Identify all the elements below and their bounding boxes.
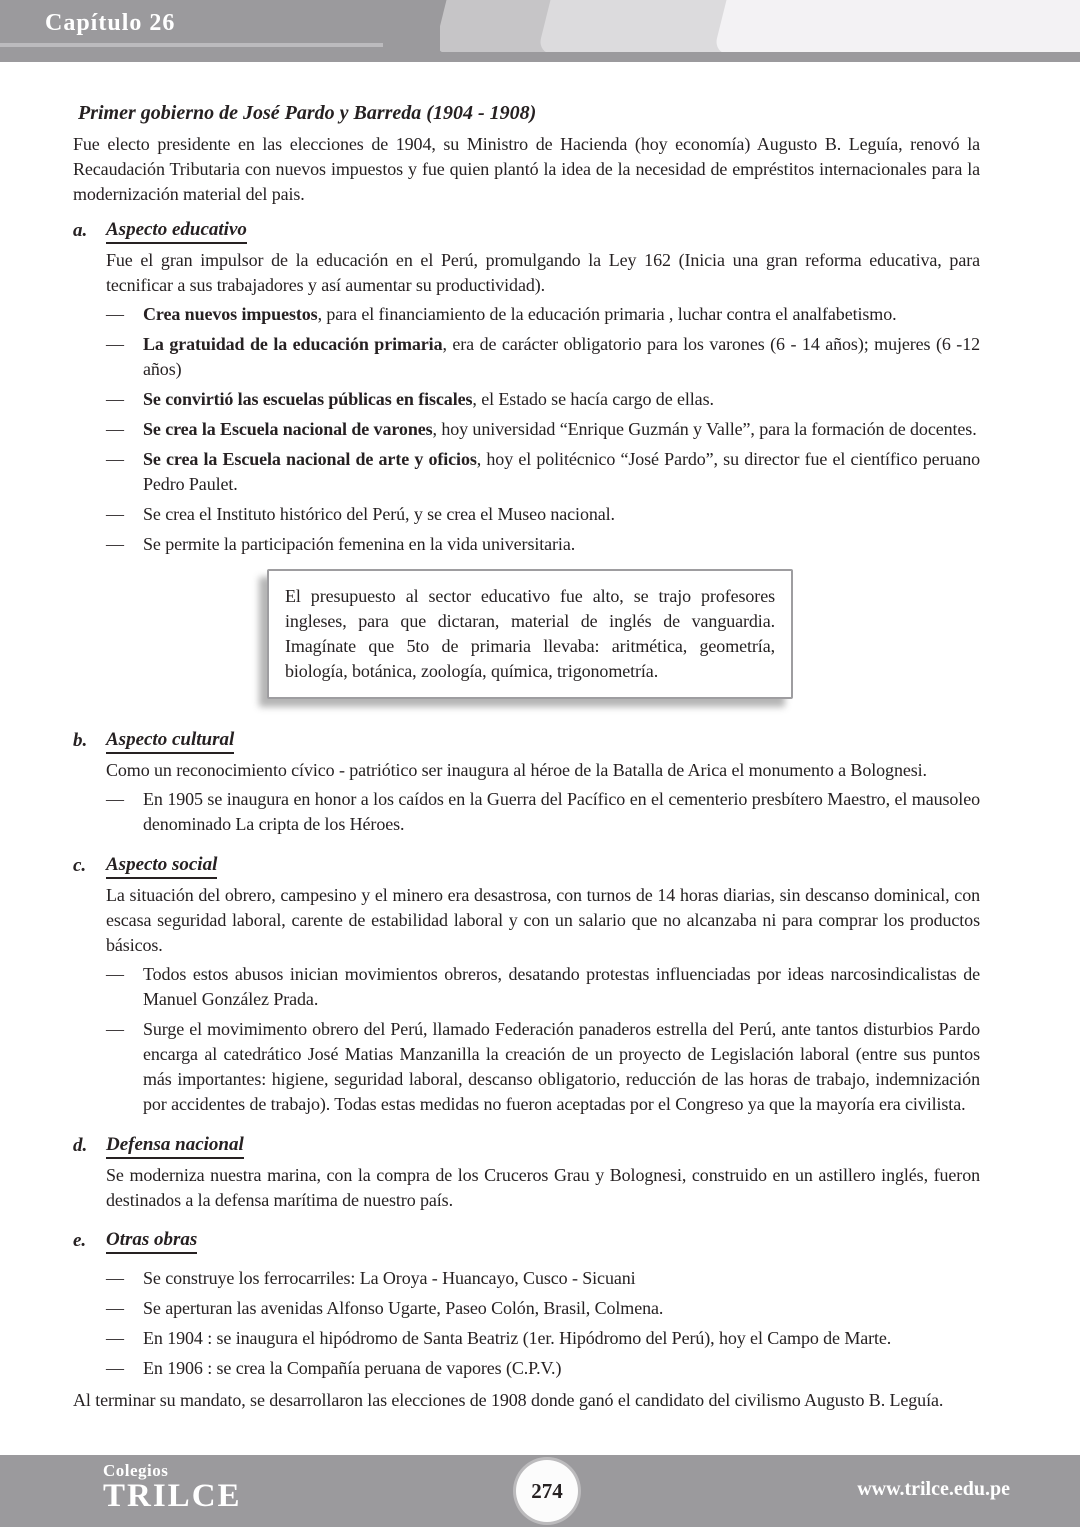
bullet-dash: —: [106, 504, 124, 524]
list-item: [106, 1266, 980, 1291]
section-paragraph: Se moderniza nuestra marina, con la compra de los Cruceros Grau y Bolognesi, construido en un astillero inglés, fueron destinados a la defensa marítima de nuestro país.: [106, 1165, 980, 1210]
list-item: [106, 387, 980, 412]
header-decoration: [440, 0, 1080, 52]
document-title: Primer gobierno de José Pardo y Barreda (1904 - 1908): [78, 102, 537, 124]
bullet-dash: —: [106, 449, 124, 469]
chapter-underline: [0, 43, 383, 47]
bullet-bold: Se crea la Escuela nacional de arte y oficios: [143, 449, 477, 469]
bullet-dash: —: [106, 1298, 124, 1318]
page-number-badge: 274: [516, 1460, 578, 1522]
section-letter: b.: [73, 730, 88, 751]
section-heading: Otras obras: [106, 1228, 197, 1254]
bullet-dash: —: [106, 534, 124, 554]
page-content: [0, 62, 1080, 1413]
bullet-dash: —: [106, 1268, 124, 1288]
section-heading: Defensa nacional: [106, 1133, 244, 1159]
section-cultural: [73, 728, 980, 842]
bullet-text: Se aperturan las avenidas Alfonso Ugarte, Paseo Colón, Brasil, Colmena.: [143, 1298, 664, 1318]
bullet-bold: La gratuidad de la educación primaria: [143, 334, 443, 354]
bullet-text: Todos estos abusos inician movimientos obreros, desatando protestas influenciadas por ideas narcosindicalistas de Manuel González Prada.: [143, 964, 980, 1009]
list-item: [106, 532, 980, 557]
list-item: [106, 962, 980, 1012]
bullet-text: , hoy universidad “Enrique Guzmán y Valle”, para la formación de docentes.: [432, 419, 977, 439]
bullet-text: , para el financiamiento de la educación primaria , luchar contra el analfabetismo.: [317, 304, 897, 324]
list-item: [106, 787, 980, 837]
intro-paragraph: Fue electo presidente en las elecciones de 1904, su Ministro de Hacienda (hoy economía) Augusto B. Leguía, renovó la Recaudación Tributaria con nuevos impuestos y fue quien plantó la idea de la necesidad de empréstitos internacionales para la modernización material del pais.: [73, 134, 980, 204]
list-item: [106, 1356, 980, 1381]
section-paragraph: Como un reconocimiento cívico - patriótico ser inaugura al héroe de la Batalla de Arica el monumento a Bolognesi.: [106, 760, 927, 780]
page-header: [0, 0, 1080, 62]
publisher-logo: [103, 1462, 242, 1512]
bullet-bold: Crea nuevos impuestos: [143, 304, 318, 324]
bullet-text: Surge el movimimento obrero del Perú, llamado Federación panaderos estrella del Perú, ante tantos disturbios Pardo encarga al catedrático José Matias Manzanilla la creación de un proyecto de Legislación laboral (entre sus puntos más importantes: higiene, seguridad laboral, descanso obligatorio, reducción de las horas de trabajo, indemnización por accidentes de trabajo). Todas estas medidas no fueron aceptadas por el Congreso ya que la mayoría era civilista.: [143, 1019, 980, 1114]
deco-stripe-light: [713, 0, 1080, 52]
closing-paragraph: Al terminar su mandato, se desarrollaron las elecciones de 1908 donde ganó el candidato del civilismo Augusto B. Leguía.: [73, 1390, 944, 1410]
section-educativo: [73, 218, 980, 717]
list-item: [106, 302, 980, 327]
bullet-text: Se crea el Instituto histórico del Perú, y se crea el Museo nacional.: [143, 504, 615, 524]
section-social: [73, 853, 980, 1122]
bullet-dash: —: [106, 1328, 124, 1348]
bullet-dash: —: [106, 334, 124, 354]
bullet-bold: Se convirtió las escuelas públicas en fiscales: [143, 389, 473, 409]
section-otras-obras: [73, 1228, 980, 1386]
bullet-dash: —: [106, 1019, 124, 1039]
bullet-dash: —: [106, 389, 124, 409]
section-heading: Aspecto educativo: [106, 218, 247, 244]
list-item: [106, 332, 980, 382]
section-letter: c.: [73, 855, 87, 876]
section-letter: a.: [73, 220, 88, 241]
list-item: [106, 1017, 980, 1117]
bullet-text: En 1904 : se inaugura el hipódromo de Santa Beatriz (1er. Hipódromo del Perú), hoy el Campo de Marte.: [143, 1328, 892, 1348]
bullet-text: En 1905 se inaugura en honor a los caídos en la Guerra del Pacífico en el cementerio presbítero Maestro, el mausoleo denominado La cripta de los Héroes.: [143, 789, 980, 834]
publisher-logo-name: TRILCE: [103, 1478, 242, 1514]
highlight-box: El presupuesto al sector educativo fue alto, se trajo profesores ingleses, para que dictaran, material de inglés de vanguardia. Imagínate que 5to de primaria llevaba: aritmética, geometría, biología, botánica, zoología, química, trigonometría.: [267, 569, 793, 699]
bullet-dash: —: [106, 419, 124, 439]
list-item: [106, 417, 980, 442]
section-letter: d.: [73, 1135, 88, 1156]
section-heading: Aspecto social: [106, 853, 217, 879]
section-letter: e.: [73, 1230, 87, 1251]
bullet-text: Se permite la participación femenina en la vida universitaria.: [143, 534, 576, 554]
bullet-text: Se construye los ferrocarriles: La Oroya - Huancayo, Cusco - Sicuani: [143, 1268, 636, 1288]
bullet-dash: —: [106, 304, 124, 324]
publisher-website: www.trilce.edu.pe: [857, 1478, 1010, 1500]
section-heading: Aspecto cultural: [106, 728, 234, 754]
bullet-dash: —: [106, 1358, 124, 1378]
list-item: [106, 447, 980, 497]
list-item: [106, 1296, 980, 1321]
list-item: [106, 1326, 980, 1351]
section-paragraph: Fue el gran impulsor de la educación en el Perú, promulgando la Ley 162 (Inicia una gran reforma educativa, para tecnificar a sus trabajadores y así aumentar su productividad).: [106, 250, 980, 295]
bullet-dash: —: [106, 964, 124, 984]
publisher-logo-top: Colegios: [103, 1461, 169, 1480]
bullet-text: , era de carácter obligatorio para los varones (6 - 14 años); mujeres (6 -12 años): [143, 334, 980, 379]
section-defensa: [73, 1133, 980, 1217]
chapter-label: Capítulo 26: [45, 10, 176, 36]
bullet-text: , hoy el politécnico “José Pardo”, su director fue el científico peruano Pedro Paulet.: [143, 449, 981, 494]
list-item: [106, 502, 980, 527]
page-footer: [0, 1455, 1080, 1527]
bullet-bold: Se crea la Escuela nacional de varones: [143, 419, 433, 439]
bullet-text: En 1906 : se crea la Compañía peruana de vapores (C.P.V.): [143, 1358, 562, 1378]
bullet-dash: —: [106, 789, 124, 809]
section-paragraph: La situación del obrero, campesino y el minero era desastrosa, con turnos de 14 horas diarias, sin descanso dominical, con escasa seguridad laboral, carente de estabilidad laboral y con un salario que no alcanzaba ni para comprar los productos básicos.: [106, 885, 980, 955]
bullet-text: , el Estado se hacía cargo de ellas.: [472, 389, 714, 409]
